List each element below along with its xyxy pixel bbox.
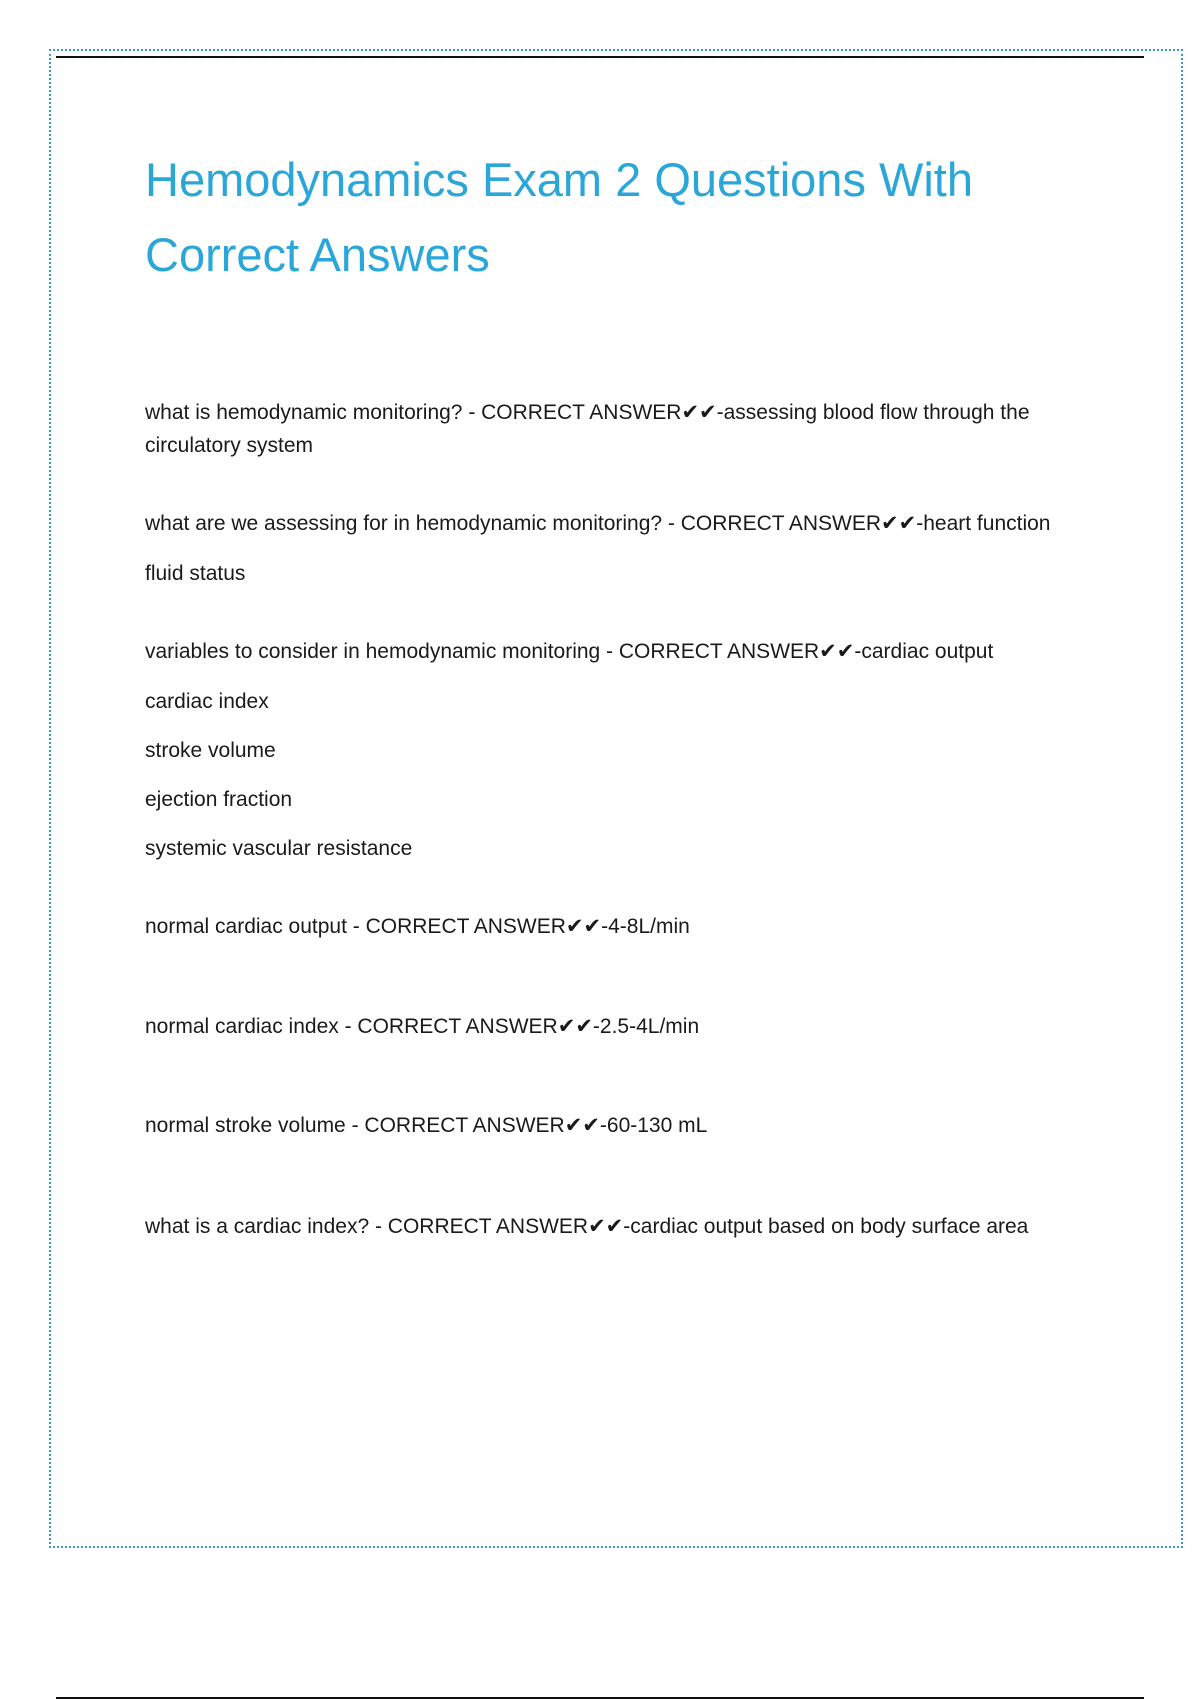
qa-text: what is a cardiac index? - CORRECT ANSWER✔✔-cardiac output based on body surface area bbox=[145, 1215, 1029, 1238]
qa-text: normal stroke volume - CORRECT ANSWER✔✔-60-130 mL bbox=[145, 1114, 708, 1137]
qa-answer-line: fluid status bbox=[145, 562, 246, 585]
qa-answer-line: systemic vascular resistance bbox=[145, 837, 413, 860]
qa-item bbox=[145, 910, 1085, 943]
document-title: Hemodynamics Exam 2 Questions With Correct Answers bbox=[145, 153, 974, 281]
qa-list bbox=[145, 396, 1085, 1288]
qa-item bbox=[145, 507, 1085, 590]
qa-item bbox=[145, 1210, 1085, 1243]
qa-text: what is hemodynamic monitoring? - CORRECT ANSWER✔✔-assessing blood flow through the circulatory system bbox=[145, 401, 1030, 457]
qa-text: normal cardiac output - CORRECT ANSWER✔✔-4-8L/min bbox=[145, 915, 690, 938]
qa-answer-line: ejection fraction bbox=[145, 788, 293, 811]
qa-item bbox=[145, 396, 1085, 462]
top-rule bbox=[56, 56, 1144, 58]
qa-item bbox=[145, 635, 1085, 865]
qa-answer-line: stroke volume bbox=[145, 739, 276, 762]
qa-text: normal cardiac index - CORRECT ANSWER✔✔-2.5-4L/min bbox=[145, 1015, 700, 1038]
qa-item bbox=[145, 1010, 1085, 1043]
bottom-rule bbox=[56, 1697, 1144, 1699]
qa-text: variables to consider in hemodynamic monitoring - CORRECT ANSWER✔✔-cardiac output bbox=[145, 640, 994, 663]
qa-answer-line: cardiac index bbox=[145, 690, 269, 713]
qa-item bbox=[145, 1109, 1085, 1142]
qa-text: what are we assessing for in hemodynamic monitoring? - CORRECT ANSWER✔✔-heart function bbox=[145, 512, 1051, 535]
